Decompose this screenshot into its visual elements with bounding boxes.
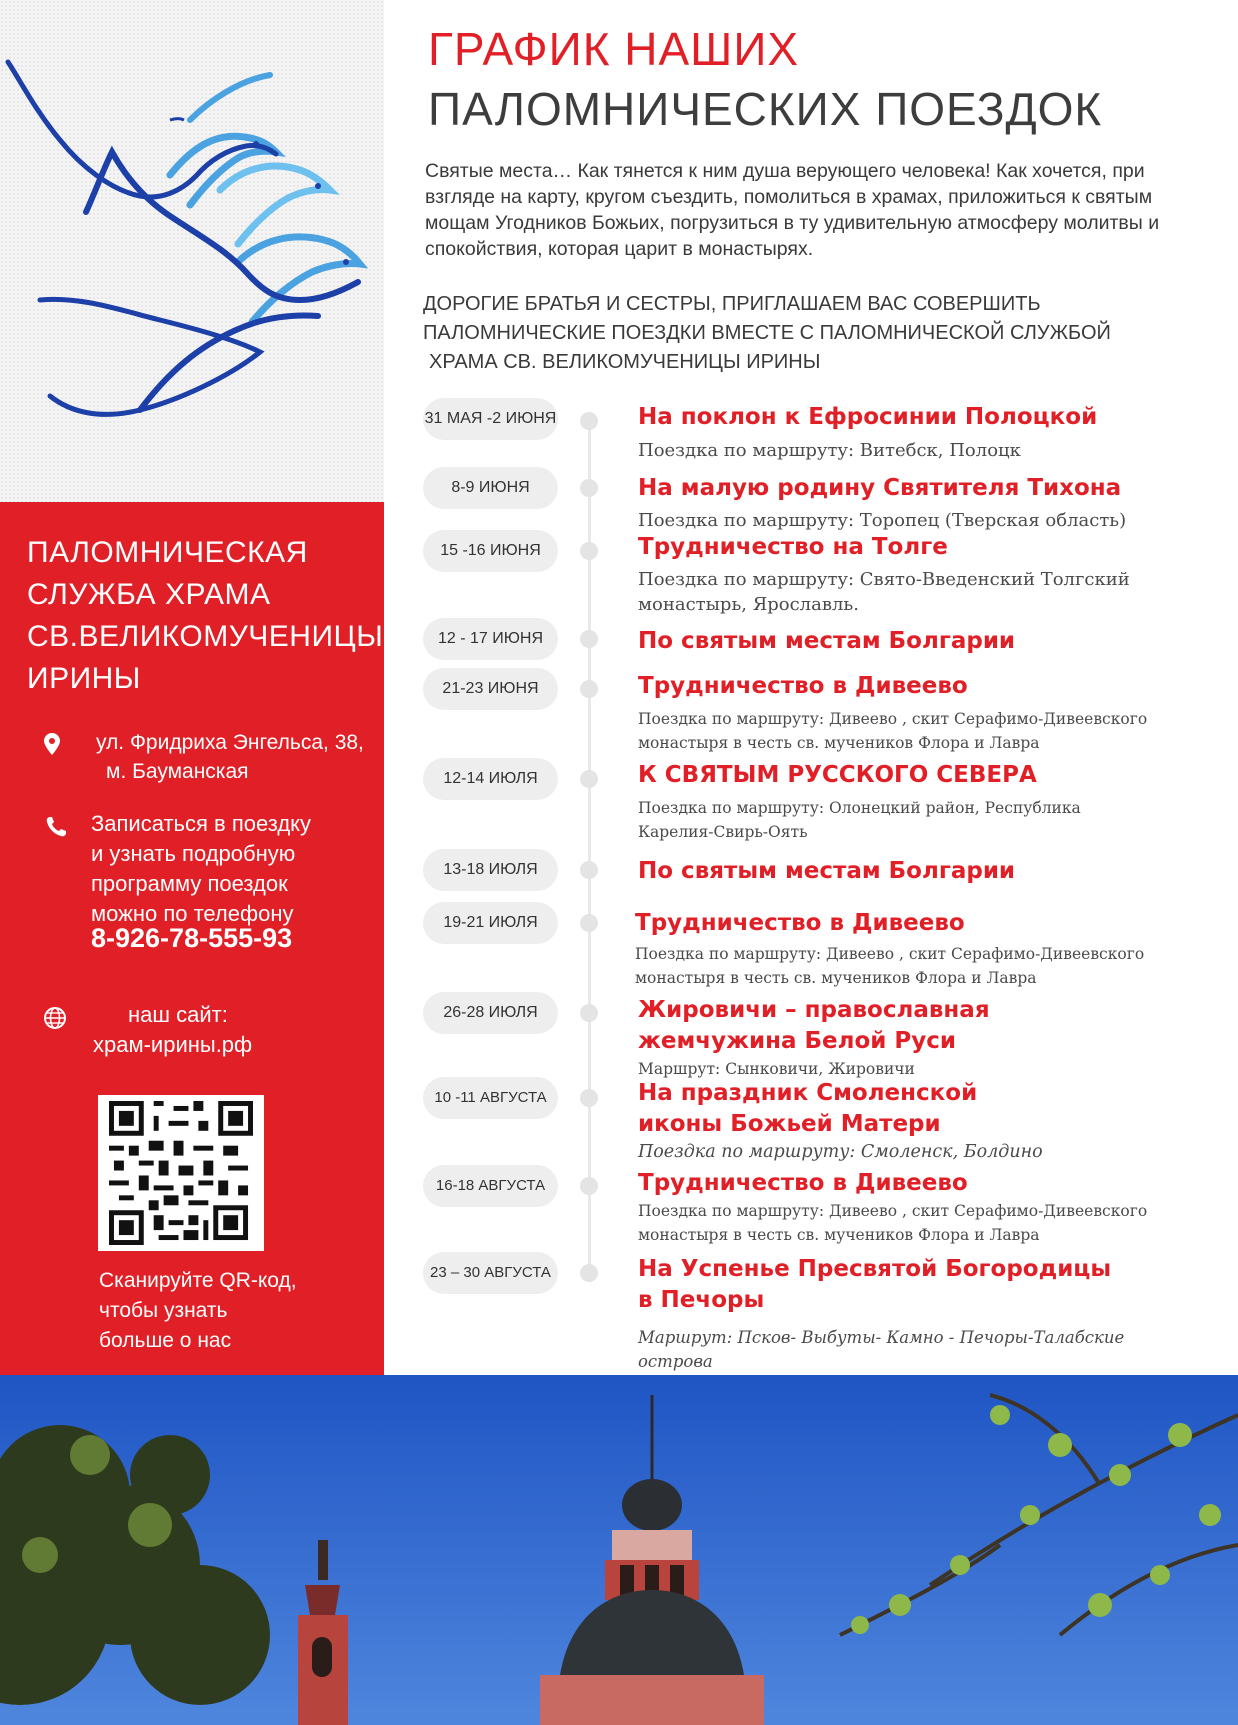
trip-title-line: иконы Божьей Матери bbox=[638, 1111, 941, 1137]
trip-title-line: По святым местам Болгарии bbox=[638, 628, 1016, 654]
trip-title-line: Трудничество на Толге bbox=[638, 534, 948, 560]
trip-date: 12 - 17 ИЮНЯ bbox=[423, 618, 558, 660]
invitation bbox=[423, 290, 1213, 377]
dove-logo-icon bbox=[0, 0, 384, 502]
timeline-dot bbox=[580, 1089, 598, 1107]
trip-title-line: жемчужина Белой Руси bbox=[638, 1028, 956, 1054]
trip-route bbox=[638, 1326, 1198, 1374]
trip-title bbox=[638, 402, 1198, 433]
invitation-line: ПАЛОМНИЧЕСКИЕ ПОЕЗДКИ ВМЕСТЕ С ПАЛОМНИЧЕСКОЙ СЛУЖБОЙ bbox=[423, 322, 1111, 344]
address-line: м. Бауманская bbox=[106, 760, 249, 783]
trip-route-line: монастыря в честь св. мучеников Флора и Лавра bbox=[638, 1226, 1040, 1244]
phone-number[interactable]: 8-926-78-555-93 bbox=[91, 923, 293, 953]
intro-paragraph: Святые места… Как тянется к ним душа верующего человека! Как хочется, при взгляде на карту, кругом съездить, помолиться в храмах, приложиться к святым мощам Угодников Божьих, погрузиться в ту удивительную атмосферу молитвы и спокойствия, которая царит в монастырях. bbox=[425, 160, 1160, 260]
trip-title-line: К СВЯТЫМ РУССКОГО СЕВЕРА bbox=[638, 762, 1037, 788]
trip-date: 23 – 30 АВГУСТА bbox=[423, 1252, 558, 1294]
trip-route-line: Поездка по маршруту: Витебск, Полоцк bbox=[638, 440, 1021, 461]
timeline-dot bbox=[580, 1264, 598, 1282]
service-title-line: СЛУЖБА ХРАМА bbox=[27, 578, 271, 611]
page-title-dark: ПАЛОМНИЧЕСКИХ ПОЕЗДОК bbox=[428, 83, 1103, 135]
trip-title bbox=[638, 760, 1198, 791]
trip-route-line: Поездка по маршруту: Дивеево , скит Серафимо-Дивеевского bbox=[635, 945, 1145, 963]
trip-date: 15 -16 ИЮНЯ bbox=[423, 530, 558, 572]
timeline-dot bbox=[580, 1004, 598, 1022]
trip-route-line: Маршрут: Сынковичи, Жировичи bbox=[638, 1060, 915, 1078]
trip-route-line: Поездка по маршруту: Свято-Введенский Толгский bbox=[638, 569, 1130, 590]
trip-route-line: монастыря в честь св. мучеников Флора и Лавра bbox=[638, 734, 1040, 752]
trip-title bbox=[635, 908, 1195, 939]
trip-title-line: На Успенье Пресвятой Богородицы bbox=[638, 1256, 1112, 1282]
timeline-dot bbox=[580, 630, 598, 648]
phone-text-line: Записаться в поездку bbox=[91, 811, 312, 836]
trip-route bbox=[638, 438, 1158, 463]
timeline-dot bbox=[580, 914, 598, 932]
address-line: ул. Фридриха Энгельса, 38, bbox=[96, 731, 364, 754]
trip-title-line: На малую родину Святителя Тихона bbox=[638, 475, 1122, 501]
trip-title-line: в Печоры bbox=[638, 1287, 765, 1313]
trip-title bbox=[638, 1078, 1198, 1140]
qr-code[interactable] bbox=[98, 1095, 264, 1251]
qr-caption bbox=[99, 1266, 369, 1356]
trip-title bbox=[638, 1254, 1198, 1316]
contact-panel bbox=[0, 502, 384, 1375]
qr-caption-line: Сканируйте QR-код, bbox=[99, 1269, 297, 1292]
invitation-line: ХРАМА СВ. ВЕЛИКОМУЧЕНИЦЫ ИРИНЫ bbox=[429, 351, 821, 373]
trip-date: 19-21 ИЮЛЯ bbox=[423, 902, 558, 944]
trip-date: 31 МАЯ -2 ИЮНЯ bbox=[423, 398, 558, 440]
trip-title-line: Трудничество в Дивеево bbox=[638, 1170, 968, 1196]
trip-title bbox=[638, 532, 1198, 563]
trip-title bbox=[638, 671, 1198, 702]
globe-icon bbox=[43, 1006, 67, 1030]
trip-title-line: Трудничество в Дивеево bbox=[635, 910, 965, 936]
trip-route bbox=[638, 1199, 1158, 1247]
trip-date: 16-18 АВГУСТА bbox=[423, 1165, 558, 1207]
trip-title-line: На поклон к Ефросинии Полоцкой bbox=[638, 404, 1098, 430]
service-title-line: СВ.ВЕЛИКОМУЧЕНИЦЫ bbox=[27, 620, 384, 653]
timeline-dot bbox=[580, 479, 598, 497]
qr-caption-line: больше о нас bbox=[99, 1329, 232, 1352]
trip-route-line: монастырь, Ярославль. bbox=[638, 594, 859, 615]
timeline-dot bbox=[580, 412, 598, 430]
trip-route-line: Карелия-Свирь-Оять bbox=[638, 823, 808, 841]
trip-route-line: Поездка по маршруту: Дивеево , скит Серафимо-Дивеевского bbox=[638, 710, 1148, 728]
phone-text-line: и узнать подробную bbox=[91, 841, 296, 866]
trip-title bbox=[638, 473, 1198, 504]
trip-date: 21-23 ИЮНЯ bbox=[423, 668, 558, 710]
timeline-dot bbox=[580, 1177, 598, 1195]
trip-title-line: Трудничество в Дивеево bbox=[638, 673, 968, 699]
phone-text-line: можно по телефону bbox=[91, 901, 294, 926]
service-title-line: ИРИНЫ bbox=[27, 662, 141, 695]
trip-route bbox=[638, 707, 1158, 755]
timeline-dot bbox=[580, 861, 598, 879]
trip-route-line: монастыря в честь св. мучеников Флора и Лавра bbox=[635, 969, 1037, 987]
phone-icon bbox=[44, 815, 68, 839]
phone-text-line: программу поездок bbox=[91, 871, 288, 896]
trip-route bbox=[638, 796, 1158, 844]
trip-date: 13-18 ИЮЛЯ bbox=[423, 849, 558, 891]
trip-title-line: По святым местам Болгарии bbox=[638, 858, 1016, 884]
website-link[interactable]: храм-ирины.рф bbox=[93, 1032, 253, 1057]
trip-route-line: Маршрут: Псков- Выбуты- Камно - Печоры-Талабские острова bbox=[638, 1328, 1125, 1371]
trip-title-line: На праздник Смоленской bbox=[638, 1080, 978, 1106]
invitation-line: ДОРОГИЕ БРАТЬЯ И СЕСТРЫ, ПРИГЛАШАЕМ ВАС СОВЕРШИТЬ bbox=[423, 293, 1041, 315]
qr-caption-line: чтобы узнать bbox=[99, 1299, 228, 1322]
trip-title bbox=[638, 626, 1198, 657]
qr-code-icon bbox=[108, 1101, 254, 1245]
trip-date: 8-9 ИЮНЯ bbox=[423, 467, 558, 509]
trip-route-line: Поездка по маршруту: Торопец (Тверская область) bbox=[638, 510, 1127, 531]
trip-route bbox=[638, 508, 1158, 533]
church-photo-image bbox=[0, 1375, 1238, 1725]
service-title bbox=[27, 532, 384, 700]
trip-title bbox=[638, 856, 1198, 887]
trip-route bbox=[635, 942, 1155, 990]
timeline-dot bbox=[580, 770, 598, 788]
trip-route-line: Поездка по маршруту: Дивеево , скит Серафимо-Дивеевского bbox=[638, 1202, 1148, 1220]
trip-title bbox=[638, 1168, 1198, 1199]
dove-logo-panel bbox=[0, 0, 384, 502]
page-title-red: ГРАФИК НАШИХ bbox=[428, 23, 800, 75]
website-label: наш сайт: bbox=[128, 1002, 228, 1027]
trip-title bbox=[638, 995, 1198, 1057]
trip-route-line: Поездка по маршруту: Олонецкий район, Республика bbox=[638, 799, 1081, 817]
trip-route-line: Поездка по маршруту: Смоленск, Болдино bbox=[638, 1142, 1043, 1162]
trip-date: 12-14 ИЮЛЯ bbox=[423, 758, 558, 800]
location-pin-icon bbox=[40, 732, 64, 756]
timeline-dot bbox=[580, 542, 598, 560]
service-title-line: ПАЛОМНИЧЕСКАЯ bbox=[27, 536, 308, 569]
trip-title-line: Жировичи – православная bbox=[638, 997, 990, 1023]
trip-date: 10 -11 АВГУСТА bbox=[423, 1077, 558, 1119]
trip-date: 26-28 ИЮЛЯ bbox=[423, 992, 558, 1034]
trip-route bbox=[638, 567, 1158, 617]
trip-route bbox=[638, 1140, 1198, 1165]
timeline-dot bbox=[580, 680, 598, 698]
church-photo bbox=[0, 1375, 1238, 1725]
